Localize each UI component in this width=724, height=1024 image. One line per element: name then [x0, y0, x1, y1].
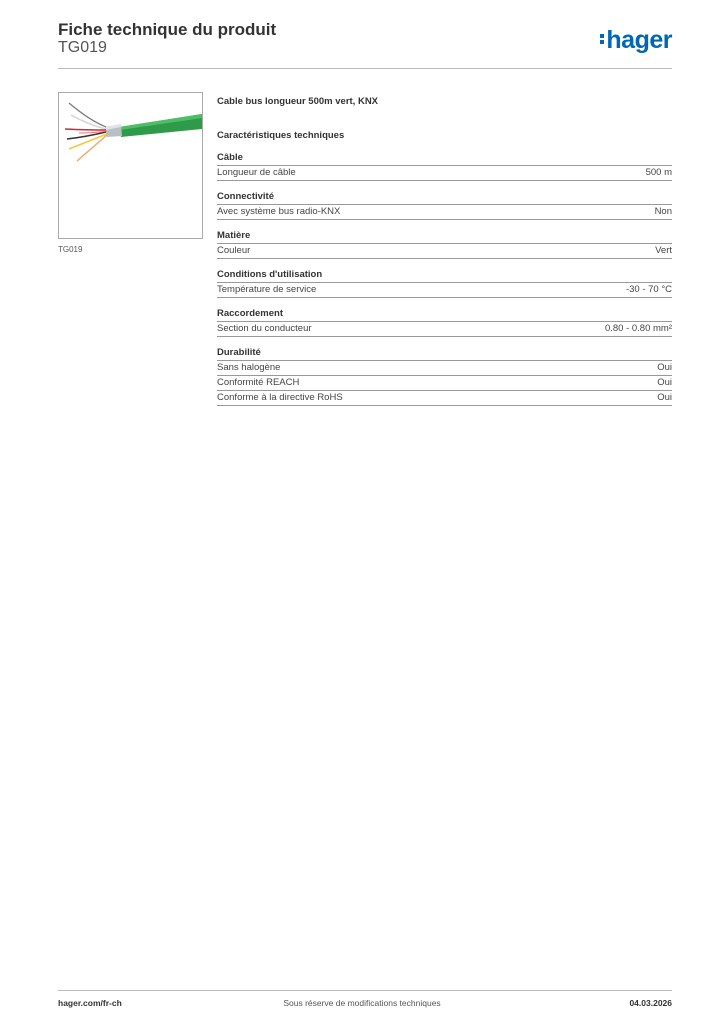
section-title: Câble [217, 152, 672, 166]
image-caption: TG019 [58, 245, 83, 254]
footer-divider [58, 990, 672, 991]
spec-panel [217, 96, 672, 416]
spec-row [217, 166, 672, 181]
logo-dots-icon [600, 32, 605, 46]
spec-label: Sans halogène [217, 362, 281, 373]
section-conditions [217, 269, 672, 298]
spec-value: Non [654, 206, 672, 217]
spec-value: Oui [657, 392, 672, 403]
spec-label: Couleur [217, 245, 251, 256]
spec-row [217, 391, 672, 406]
spec-heading: Caractéristiques techniques [217, 130, 345, 141]
section-connectivity [217, 191, 672, 220]
spec-value: Oui [657, 377, 672, 388]
page-title: Fiche technique du produit [58, 20, 277, 39]
spec-label: Section du conducteur [217, 323, 312, 334]
spec-value: Vert [655, 245, 672, 256]
spec-row [217, 376, 672, 391]
spec-value: -30 - 70 °C [625, 284, 672, 295]
footer-notice: Sous réserve de modifications techniques [283, 998, 441, 1008]
spec-label: Longueur de câble [217, 167, 296, 178]
section-title: Matière [217, 230, 672, 244]
spec-row [217, 361, 672, 376]
green-bus-cable-image [58, 92, 203, 239]
spec-row [217, 322, 672, 337]
section-title: Connectivité [217, 191, 672, 205]
section-connection [217, 308, 672, 337]
spec-row [217, 244, 672, 259]
section-title: Conditions d'utilisation [217, 269, 672, 283]
hager-logo [600, 26, 672, 55]
spec-label: Conformité REACH [217, 377, 300, 388]
spec-row [217, 205, 672, 220]
cable-illustration [59, 93, 202, 238]
footer-date: 04.03.2026 [629, 998, 672, 1008]
spec-label: Conforme à la directive RoHS [217, 392, 343, 403]
section-material [217, 230, 672, 259]
footer-website-link[interactable]: hager.com/fr-ch [58, 998, 122, 1008]
product-reference: TG019 [58, 39, 107, 56]
spec-value: 0.80 - 0.80 mm² [604, 323, 672, 334]
spec-value: Oui [657, 362, 672, 373]
spec-value: 500 m [645, 167, 672, 178]
section-cable [217, 152, 672, 181]
section-title: Durabilité [217, 347, 672, 361]
section-durability [217, 347, 672, 406]
section-title: Raccordement [217, 308, 672, 322]
spec-row [217, 283, 672, 298]
logo-text: hager [606, 26, 672, 54]
product-description: Cable bus longueur 500m vert, KNX [217, 96, 379, 107]
spec-label: Avec système bus radio-KNX [217, 206, 341, 217]
spec-label: Température de service [217, 284, 317, 295]
header-divider [58, 68, 672, 69]
